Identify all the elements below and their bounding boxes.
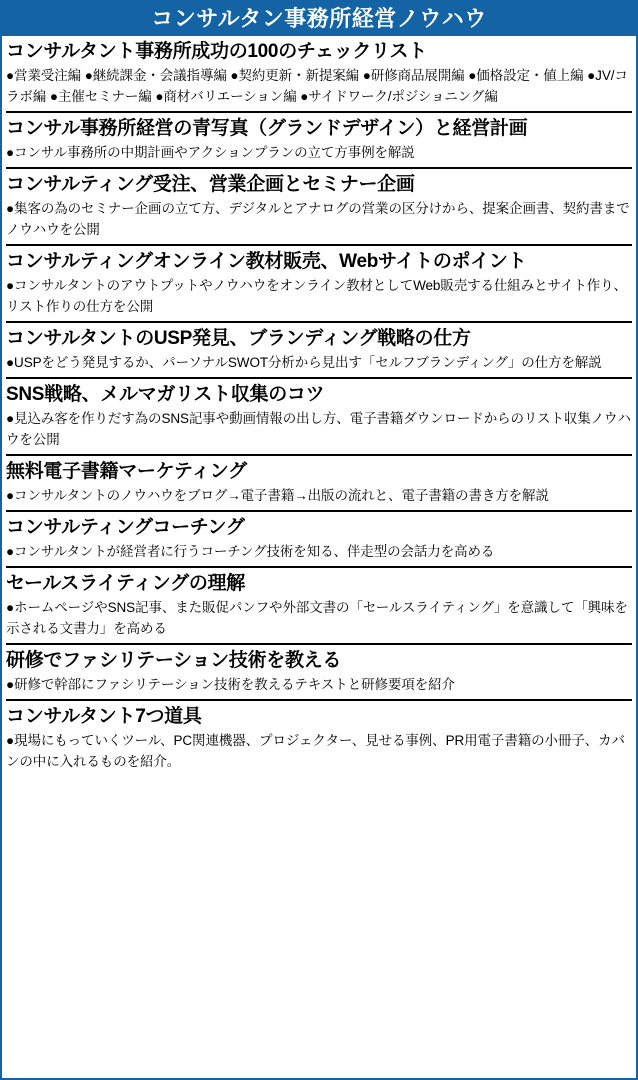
section-item [6,568,632,645]
section-item [6,323,632,379]
section-body: ●コンサルタントが経営者に行うコーチング技術を知る、伴走型の会話力を高める [6,544,495,559]
section-item [6,169,632,246]
section-item [6,246,632,323]
section-body: ●ホームページやSNS記事、また販促パンフや外部文書の「セールスライティング」を意識して「興味を示される文書力」を高める [6,600,628,636]
section-heading: コンサルティングオンライン教材販売、Webサイトのポイント [6,251,527,272]
section-heading: 研修でファシリテーション技術を教える [6,650,342,671]
section-heading: セールスライティングの理解 [6,573,245,594]
section-item [6,113,632,169]
page-title: コンサルタン事務所経営ノウハウ [151,6,487,31]
section-item [6,512,632,568]
section-item [6,456,632,512]
section-heading: コンサルタント事務所成功の100のチェックリスト [6,41,427,62]
section-body: ●コンサルタントのノウハウをブログ→電子書籍→出版の流れと、電子書籍の書き方を解説 [6,488,549,503]
section-body: ●コンサル事務所の中期計画やアクションプランの立て方事例を解説 [6,145,415,160]
section-body: ●研修で幹部にファシリテーション技術を教えるテキストと研修要項を紹介 [6,677,455,692]
sections-list [2,36,636,776]
section-heading: 無料電子書籍マーケティング [6,461,247,482]
section-heading: コンサルタント7つ道具 [6,706,202,727]
section-body: ●営業受注編 ●継続課金・会議指導編 ●契約更新・新提案編 ●研修商品展開編 ●価格設定・値上編 ●JV/コラボ編 ●主催セミナー編 ●商材バリエーション編 ●サイドワーク/ポジショニング編 [6,68,628,104]
section-item [6,701,632,776]
section-body: ●集客の為のセミナー企画の立て方、デジタルとアナログの営業の区分けから、提案企画書、契約書までノウハウを公開 [6,201,630,237]
section-item [6,36,632,113]
section-item [6,379,632,456]
section-body: ●USPをどう発見するか、パーソナルSWOT分析から見出す「セルフブランディング」の仕方を解説 [6,355,602,370]
section-heading: コンサルタントのUSP発見、ブランディング戦略の仕方 [6,328,471,349]
document-title-bar [2,2,636,36]
section-heading: コンサル事務所経営の青写真（グランドデザイン）と経営計画 [6,118,528,139]
section-body: ●見込み客を作りだす為のSNS記事や動画情報の出し方、電子書籍ダウンロードからのリスト収集ノウハウを公開 [6,411,631,447]
section-heading: コンサルティング受注、営業企画とセミナー企画 [6,174,415,195]
section-body: ●現場にもっていくツール、PC関連機器、プロジェクター、見せる事例、PR用電子書籍の小冊子、カバンの中に入れるものを紹介。 [6,733,625,769]
section-heading: コンサルティングコーチング [6,517,245,538]
section-heading: SNS戦略、メルマガリスト収集のコツ [6,384,325,405]
section-body: ●コンサルタントのアウトプットやノウハウをオンライン教材としてWeb販売する仕組みとサイト作り、リスト作りの仕方を公開 [6,278,627,314]
section-item [6,645,632,701]
